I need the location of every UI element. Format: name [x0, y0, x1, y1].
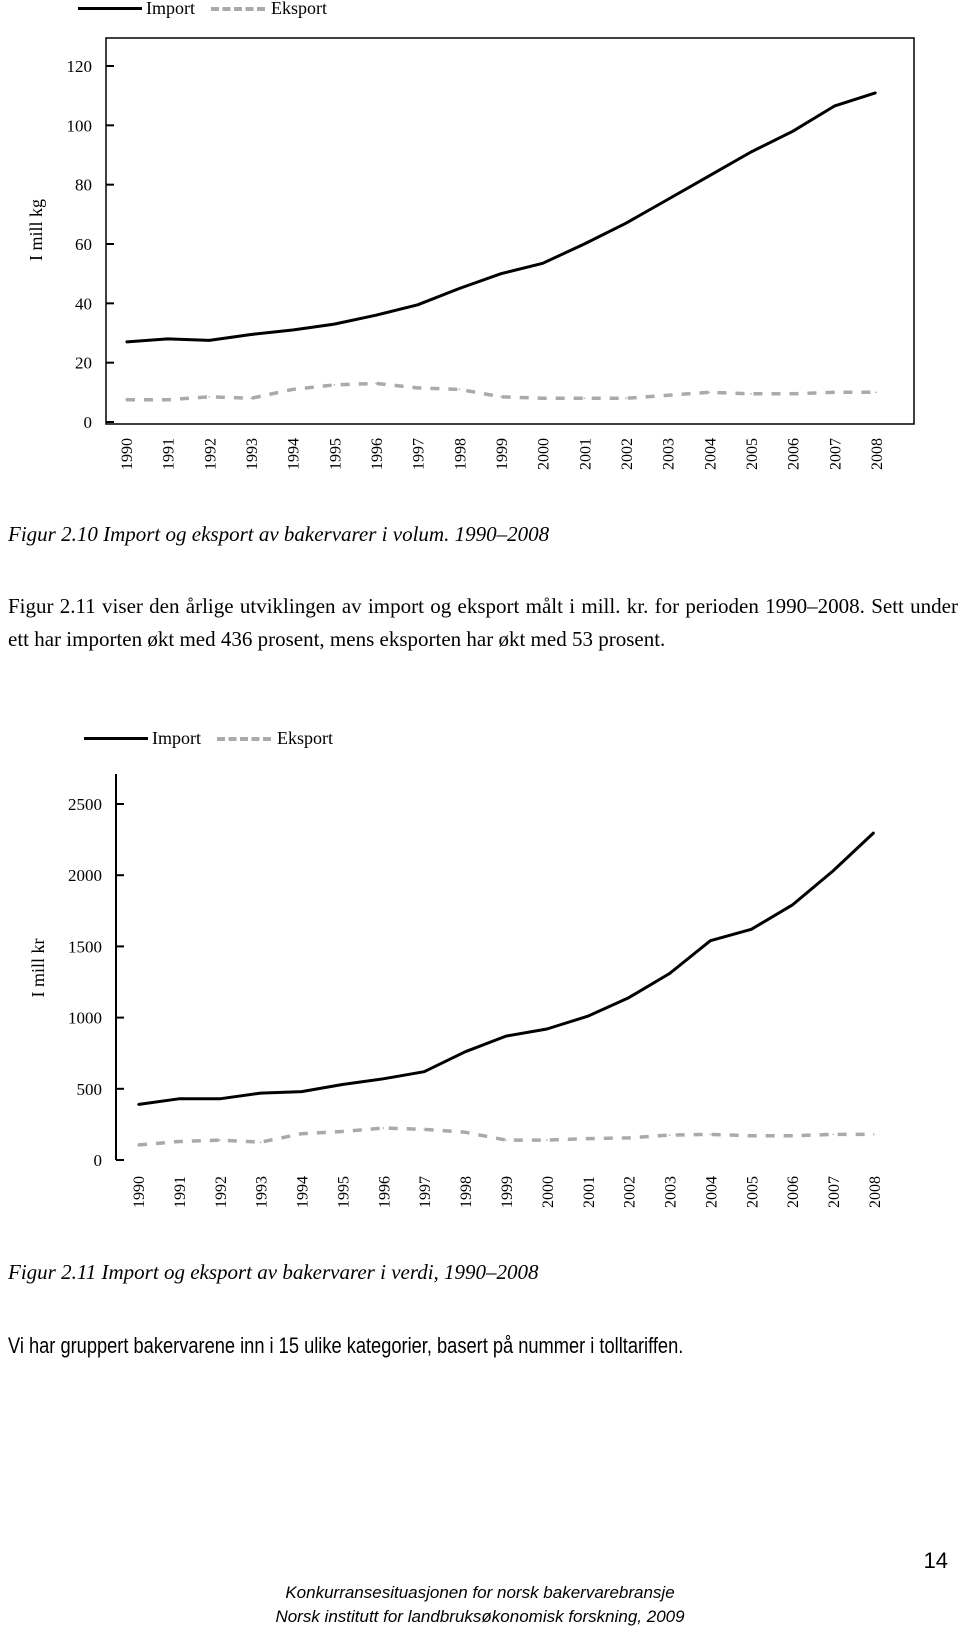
eksport-data-point: [342, 1131, 344, 1133]
import-data-point: [710, 940, 712, 942]
x-tick-label: 1993: [253, 1176, 271, 1208]
figure-2-11-caption: Figur 2.11 Import og eksport av bakervarer i verdi, 1990–2008: [8, 1260, 539, 1284]
figure-2-10-caption: Figur 2.10 Import og eksport av bakervarer i volum. 1990–2008: [8, 522, 550, 546]
x-tick-label: 1998: [452, 438, 470, 470]
y-tick-label: 0: [83, 413, 92, 432]
eksport-data-point: [791, 1135, 793, 1137]
eksport-series-line: [138, 1128, 874, 1145]
chart2-legend: [84, 728, 333, 749]
y-tick-label: 60: [75, 235, 92, 254]
x-tick-label: 1996: [376, 1176, 394, 1208]
x-tick-label: 1996: [369, 438, 386, 470]
x-tick-label: 1993: [244, 438, 261, 470]
x-tick-label: 1990: [119, 438, 136, 470]
import-data-point: [791, 904, 793, 906]
y-tick-label: 0: [93, 1151, 102, 1170]
import-data-point: [137, 1104, 139, 1106]
import-data-point: [505, 1035, 507, 1037]
import-data-point: [383, 1078, 385, 1080]
x-tick-label: 1990: [131, 1176, 148, 1208]
x-tick-label: 2006: [785, 438, 803, 470]
x-tick-label: 2008: [869, 438, 886, 470]
import-data-point: [219, 1098, 221, 1100]
y-tick-label: 40: [75, 294, 92, 314]
eksport-data-point: [178, 1141, 180, 1143]
import-data-point: [464, 1051, 466, 1053]
import-data-point: [587, 1015, 589, 1017]
eksport-data-point: [587, 1138, 589, 1140]
x-tick-label: 2003: [660, 438, 678, 470]
x-tick-label: 2002: [619, 438, 636, 470]
x-tick-label: 1999: [494, 438, 511, 470]
x-tick-label: 2000: [535, 438, 553, 470]
x-tick-label: 1995: [335, 1176, 353, 1208]
x-tick-label: 2005: [744, 438, 761, 470]
footer-title: Konkurransesituasjonen for norsk bakervarebransje: [285, 1583, 675, 1602]
import-data-point: [423, 1071, 425, 1073]
import-legend-label: Import: [146, 0, 195, 18]
import-legend-swatch: [84, 737, 148, 740]
x-tick-label: 1992: [202, 438, 220, 470]
import-data-point: [301, 1091, 303, 1093]
x-tick-label: 1992: [212, 1176, 230, 1208]
eksport-data-point: [546, 1139, 548, 1141]
eksport-data-point: [260, 1141, 262, 1143]
page-number: 14: [923, 1548, 948, 1573]
x-tick-label: 2001: [577, 438, 595, 470]
x-tick-label: 2002: [621, 1176, 639, 1208]
eksport-legend-label: Eksport: [271, 0, 327, 18]
import-data-point: [178, 1098, 180, 1100]
y-tick-label: 80: [75, 175, 92, 195]
import-data-point: [751, 929, 753, 931]
import-series-line: [138, 833, 874, 1105]
eksport-data-point: [219, 1139, 221, 1141]
eksport-data-point: [710, 1134, 712, 1136]
import-data-point: [873, 832, 875, 834]
x-tick-label: 1997: [417, 1176, 435, 1208]
eksport-data-point: [464, 1131, 466, 1133]
import-data-point: [628, 997, 630, 999]
body-paragraph-1: Figur 2.11 viser den årlige utviklingen av import og eksport målt i mill. kr. for perioden 1990–2008. Sett under ett har importen økt med 436 prosent, mens eksporten har økt med 53 prosent.: [8, 594, 958, 651]
footer-institution: Norsk institutt for landbruksøkonomisk forskning, 2009: [275, 1607, 685, 1626]
y-tick-label: 1000: [68, 1008, 102, 1028]
x-tick-label: 2001: [580, 1176, 598, 1208]
x-tick-label: 1997: [410, 438, 428, 470]
x-tick-label: 2007: [826, 1176, 844, 1208]
eksport-data-point: [505, 1139, 507, 1141]
x-tick-label: 2004: [703, 1176, 721, 1208]
eksport-data-point: [832, 1134, 834, 1136]
import-data-point: [832, 870, 834, 872]
y-tick-label: 120: [66, 57, 92, 76]
x-tick-label: 1995: [327, 438, 345, 470]
eksport-data-point: [301, 1133, 303, 1135]
y-tick-label: 100: [66, 116, 92, 136]
import-data-point: [669, 973, 671, 975]
import-data-point: [342, 1084, 344, 1086]
eksport-data-point: [751, 1135, 753, 1137]
x-tick-label: 2006: [785, 1176, 803, 1208]
x-tick-label: 1999: [499, 1176, 516, 1208]
x-tick-label: 2000: [539, 1176, 557, 1208]
y-tick-label: 500: [76, 1079, 102, 1099]
x-tick-label: 2004: [702, 438, 720, 470]
x-tick-label: 1991: [171, 1176, 189, 1208]
eksport-data-point: [873, 1134, 875, 1136]
eksport-data-point: [628, 1137, 630, 1139]
y-axis-title: I mill kg: [26, 199, 46, 261]
eksport-legend-swatch: [217, 737, 271, 741]
import-data-point: [260, 1092, 262, 1094]
x-tick-label: 2007: [827, 438, 845, 470]
body-paragraph-2: Vi har gruppert bakervarene inn i 15 ulike kategorier, basert på nummer i tolltariffen.: [8, 1333, 684, 1358]
y-tick-label: 20: [75, 353, 92, 373]
eksport-data-point: [669, 1134, 671, 1136]
x-tick-label: 1994: [294, 1176, 312, 1208]
x-tick-label: 1994: [285, 438, 303, 470]
y-axis-title: I mill kr: [28, 938, 48, 998]
x-tick-label: 1991: [160, 438, 178, 470]
eksport-legend-label: Eksport: [277, 728, 333, 748]
eksport-data-point: [137, 1144, 139, 1146]
x-tick-label: 2008: [867, 1176, 884, 1208]
eksport-data-point: [423, 1129, 425, 1131]
import-data-point: [546, 1028, 548, 1030]
y-tick-label: 1500: [68, 937, 102, 957]
eksport-data-point: [383, 1127, 385, 1129]
x-tick-label: 2003: [662, 1176, 680, 1208]
import-legend-label: Import: [152, 728, 201, 748]
x-tick-label: 2005: [744, 1176, 762, 1208]
y-tick-label: 2000: [68, 866, 102, 886]
x-tick-label: 1998: [458, 1176, 476, 1208]
y-tick-label: 2500: [68, 795, 102, 814]
